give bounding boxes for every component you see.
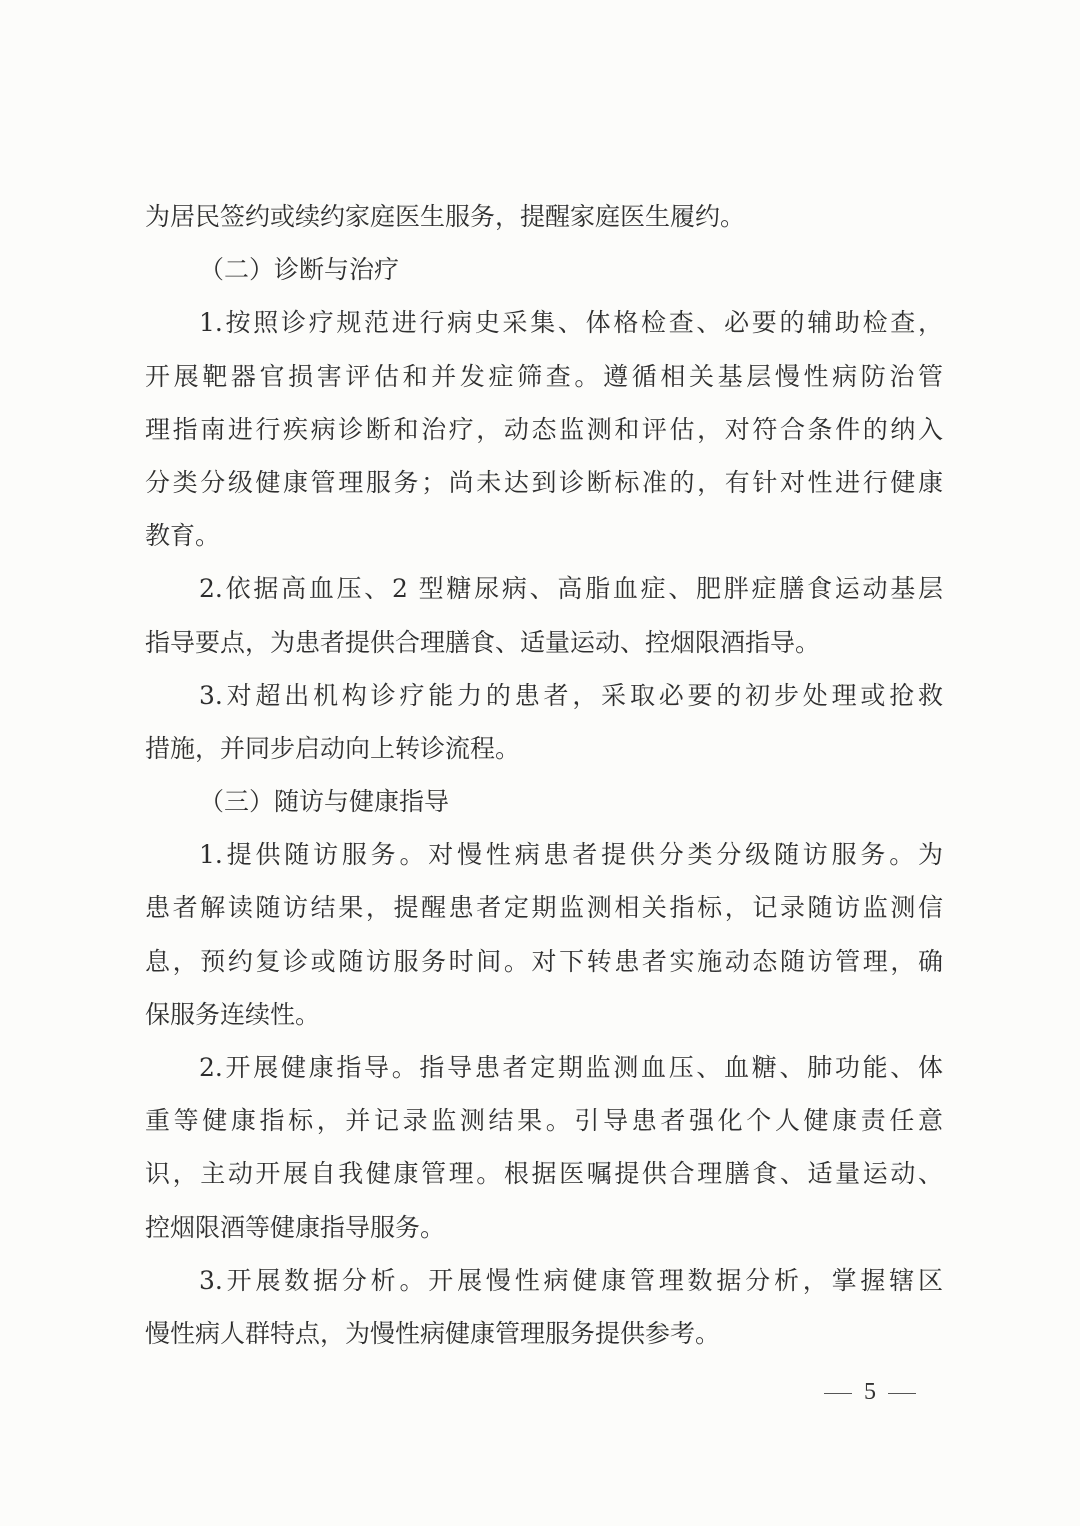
page-number-value: 5 [864,1379,876,1405]
text-line: 患者解读随访结果，提醒患者定期监测相关指标，记录随访监测信 [145,893,943,923]
text-line: 指导要点，为患者提供合理膳食、适量运动、控烟限酒指导。 [145,627,821,657]
text-line: 重等健康指标，并记录监测结果。引导患者强化个人健康责任意 [145,1106,943,1136]
text-line: 教育。 [145,521,221,551]
text-line: 2.开展健康指导。指导患者定期监测血压、血糖、肺功能、体 [199,1053,943,1082]
text-line: 息，预约复诊或随访服务时间。对下转患者实施动态随访管理，确 [145,946,943,976]
page-number [800,1372,940,1412]
text-line: 开展靶器官损害评估和并发症筛查。遵循相关基层慢性病防治管 [145,361,943,391]
text-line: 3.开展数据分析。开展慢性病健康管理数据分析，掌握辖区 [199,1265,943,1295]
text-line: 1.提供随访服务。对慢性病患者提供分类分级随访服务。为 [199,840,943,870]
text-line: 1.按照诊疗规范进行病史采集、体格检查、必要的辅助检查， [199,308,943,338]
text-line: 为居民签约或续约家庭医生服务，提醒家庭医生履约。 [145,202,746,231]
section-heading-diagnosis: （二）诊断与治疗 [199,255,400,285]
text-line: 慢性病人群特点，为慢性病健康管理服务提供参考。 [145,1318,721,1348]
text-line: 3.对超出机构诊疗能力的患者，采取必要的初步处理或抢救 [199,680,943,710]
section-heading-followup: （三）随访与健康指导 [199,787,450,817]
text-line: 措施，并同步启动向上转诊流程。 [145,733,521,763]
text-line: 理指南进行疾病诊断和治疗，动态监测和评估，对符合条件的纳入 [145,414,943,444]
dash-left [824,1393,852,1394]
text-line: 分类分级健康管理服务；尚未达到诊断标准的，有针对性进行健康 [145,467,943,497]
dash-right [888,1393,916,1394]
text-line: 2.依据高血压、2 型糖尿病、高脂血症、肥胖症膳食运动基层 [199,574,943,604]
text-line: 控烟限酒等健康指导服务。 [145,1212,446,1242]
text-line: 识，主动开展自我健康管理。根据医嘱提供合理膳食、适量运动、 [145,1159,943,1189]
text-line: 保服务连续性。 [145,999,321,1029]
body-text [145,190,943,1360]
